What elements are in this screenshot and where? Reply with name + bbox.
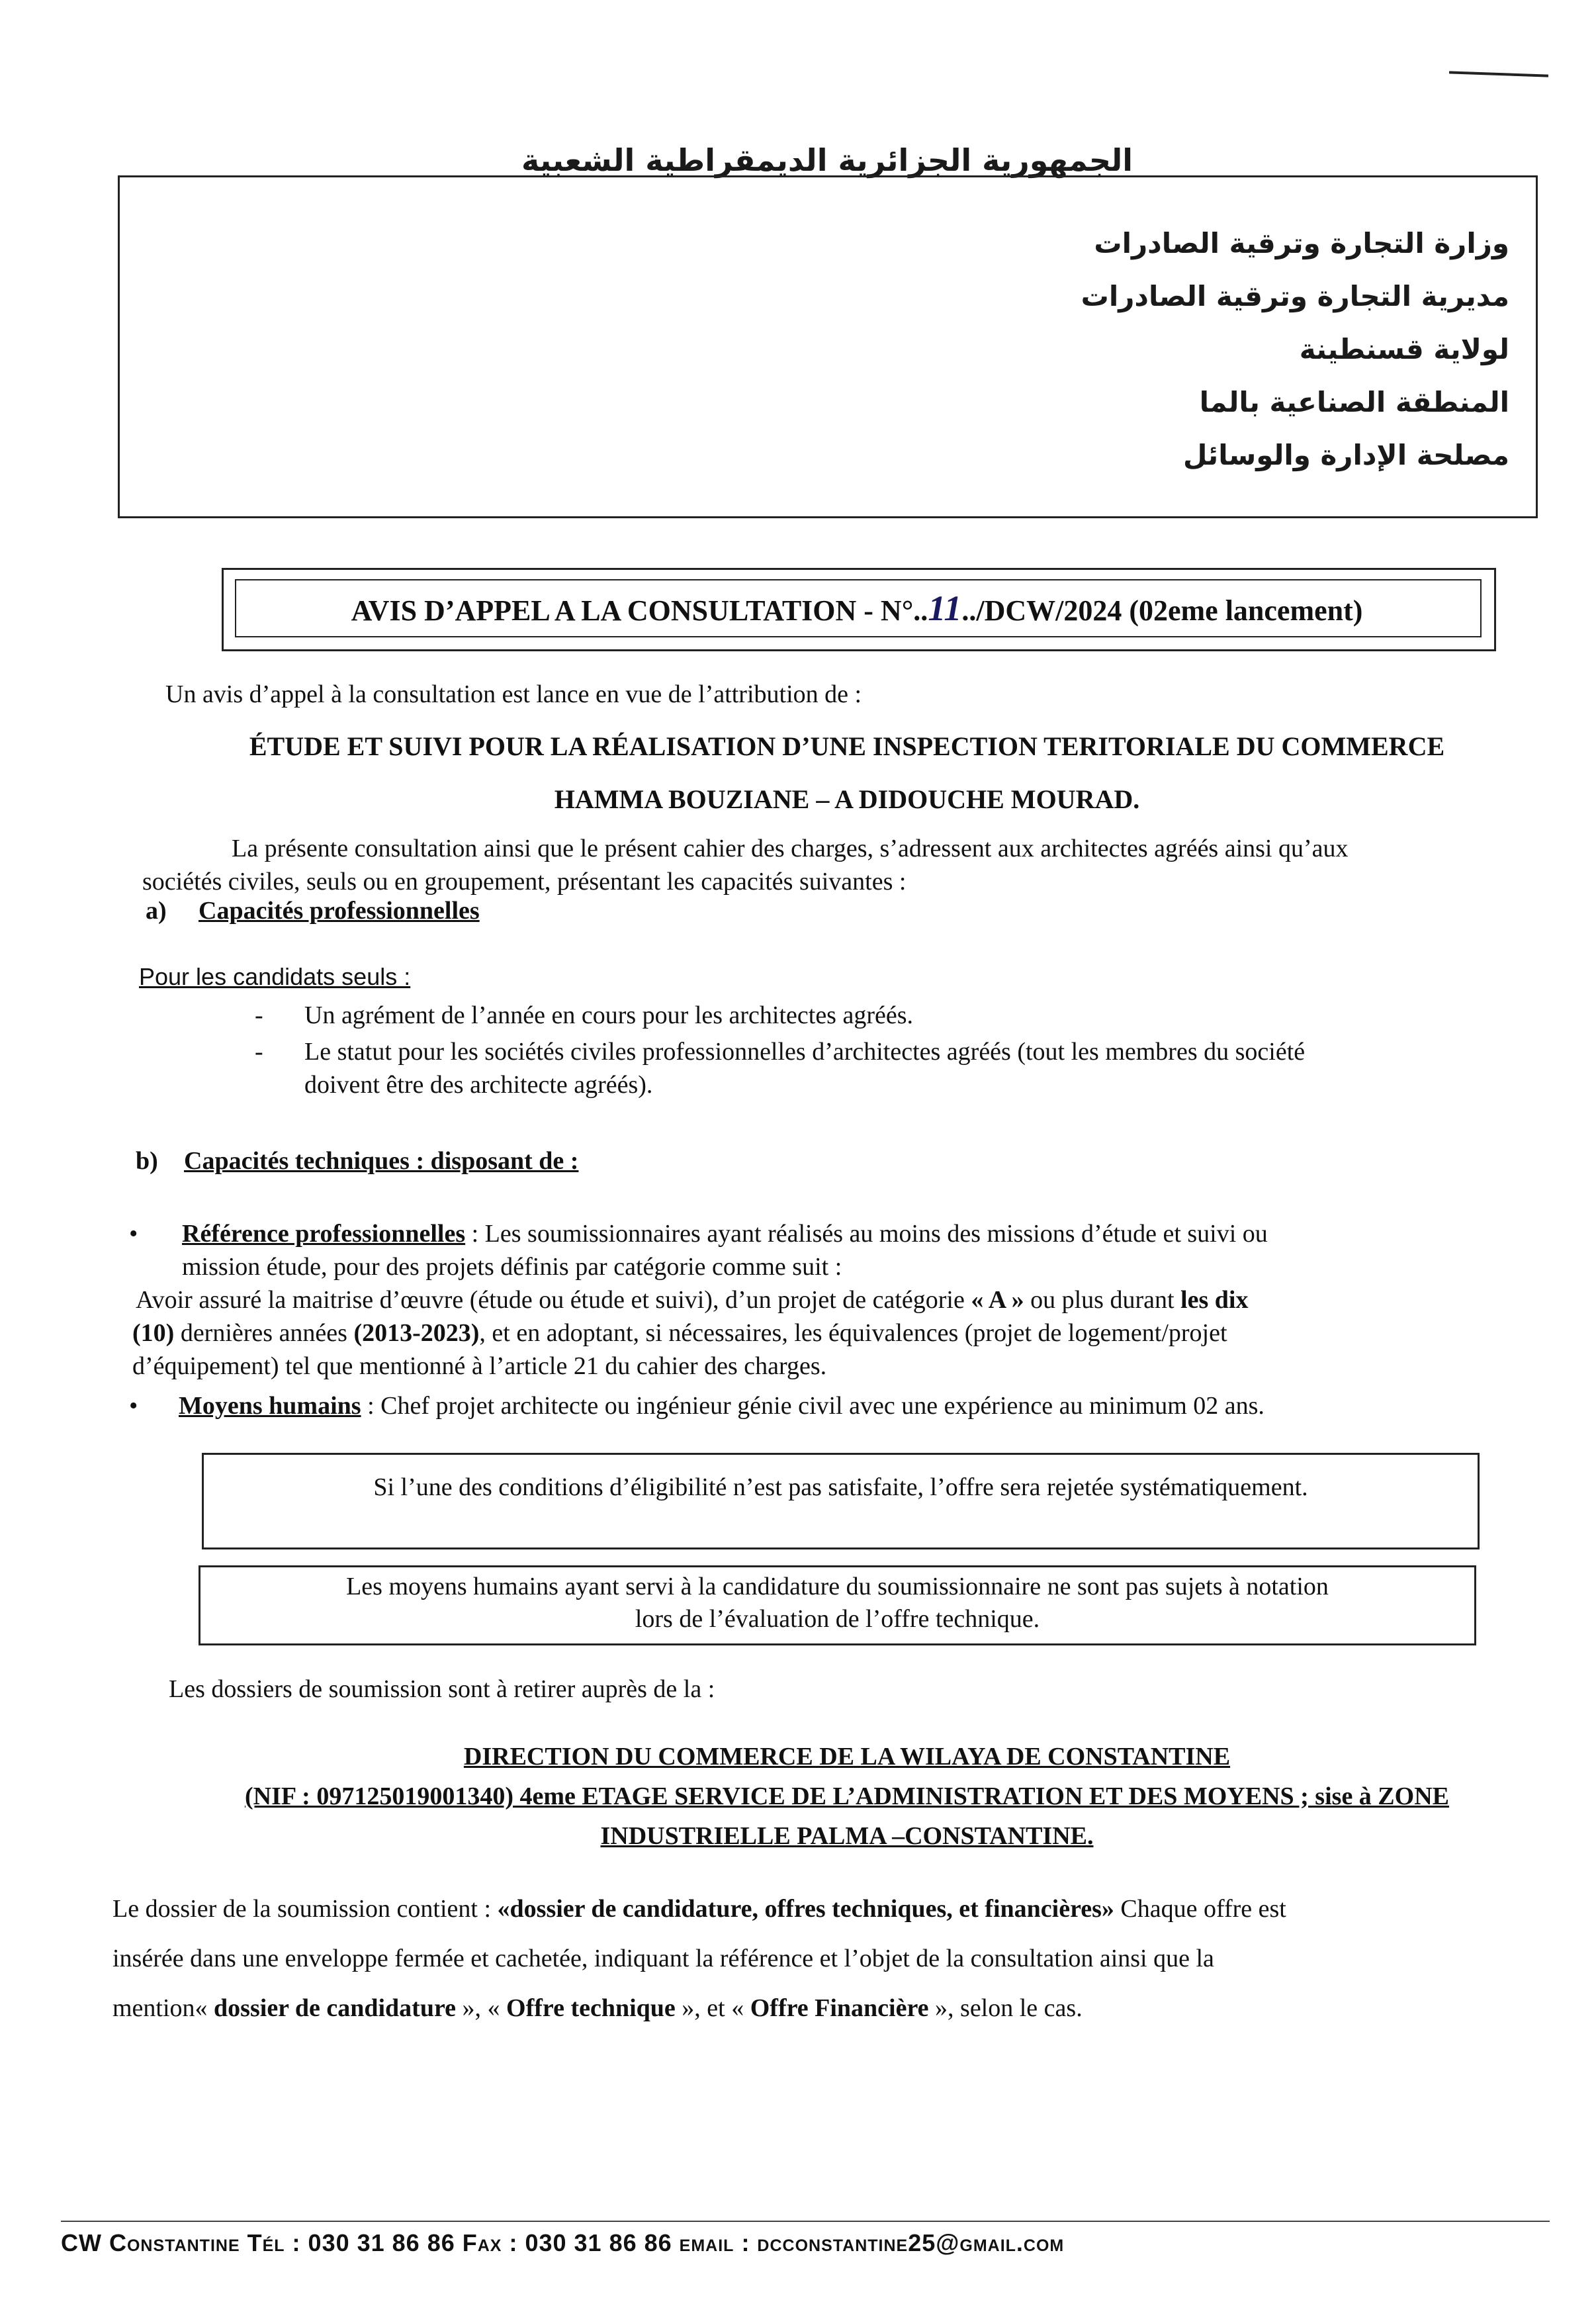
- reference-line-3: [136, 1284, 1248, 1316]
- corner-stroke: [1449, 71, 1548, 77]
- header-box: [118, 175, 1538, 518]
- dossier-text-1b: «dossier de candidature, offres techniques, et financières»: [497, 1895, 1114, 1923]
- section-b-marker: b): [136, 1147, 158, 1175]
- footer-contact: [61, 2229, 1583, 2257]
- reference-text-3a: Avoir assuré la maitrise d’œuvre (étude ou étude et suivi), d’un projet de catégorie: [136, 1286, 971, 1314]
- consultation-paragraph-line-2: sociétés civiles, seuls ou en groupement, présentant les capacités suivantes :: [142, 868, 907, 896]
- dossier-text-3e: », et «: [675, 1994, 750, 2022]
- dossier-text-3a: mention«: [112, 1994, 214, 2022]
- dossier-text-1c: Chaque offre est: [1114, 1895, 1286, 1923]
- reference-text-3b: ou plus durant: [1024, 1286, 1181, 1314]
- bullet-marker: •: [129, 1392, 138, 1420]
- reference-line-4: [132, 1317, 1227, 1350]
- dossier-line-3: [112, 1992, 1083, 2025]
- directorate-line: مديرية التجارة وترقية الصادرات: [1081, 280, 1509, 312]
- bullet-marker: •: [129, 1220, 138, 1248]
- notation-box: [199, 1565, 1476, 1645]
- years-range: (2013-2023): [353, 1319, 480, 1347]
- reference-label: Référence professionnelles: [182, 1220, 466, 1248]
- mention-technique: Offre technique: [506, 1994, 676, 2022]
- direction-line-3: INDUSTRIELLE PALMA –CONSTANTINE.: [600, 1822, 1094, 1850]
- reference-text-4b: , et en adoptant, si nécessaires, les équivalences (projet de logement/projet: [479, 1319, 1227, 1347]
- intro-text: Un avis d’appel à la consultation est lance en vue de l’attribution de :: [165, 680, 862, 708]
- notation-text-1: Les moyens humains ayant servi à la candidature du soumissionnaire ne sont pas sujets à notation: [346, 1573, 1329, 1600]
- item-statut: Le statut pour les sociétés civiles professionnelles d’architectes agréés (tout les membres du société: [304, 1038, 1306, 1066]
- moyens-humains-line: [179, 1390, 1264, 1422]
- reference-line-5: d’équipement) tel que mentionné à l’article 21 du cahier des charges.: [132, 1352, 827, 1380]
- notation-text-2: lors de l’évaluation de l’offre technique.: [635, 1605, 1040, 1634]
- consultation-title: [235, 588, 1479, 629]
- item-agrement: Un agrément de l’année en cours pour les architectes agréés.: [304, 1001, 914, 1029]
- republic-title: الجمهورية الجزائرية الديمقراطية الشعبية: [521, 142, 1133, 178]
- eligibility-text: Si l’une des conditions d’éligibilité n’est pas satisfaite, l’offre sera rejetée systématiquement.: [373, 1473, 1308, 1501]
- dossier-text-3g: », selon le cas.: [928, 1994, 1083, 2022]
- ten-number: (10): [132, 1319, 175, 1347]
- item-statut-cont: doivent être des architecte agréés).: [304, 1071, 653, 1099]
- service-line: مصلحة الإدارة والوسائل: [1182, 439, 1509, 471]
- wilaya-line: لولاية قسنطينة: [1299, 333, 1509, 365]
- footer-text: CW Constantine Tél : 030 31 86 86 Fax : 030 31 86 86 email : dcconstantine25@gmail.com: [61, 2229, 1065, 2256]
- reference-text-4a: dernières années: [174, 1319, 354, 1347]
- reference-line-1: [182, 1218, 1268, 1250]
- retrieve-text: Les dossiers de soumission sont à retirer auprès de la :: [169, 1675, 715, 1703]
- dossier-text-1a: Le dossier de la soumission contient :: [112, 1895, 498, 1923]
- direction-line-1: DIRECTION DU COMMERCE DE LA WILAYA DE CONSTANTINE: [463, 1743, 1231, 1771]
- reference-text-1: : Les soumissionnaires ayant réalisés au moins des missions d’étude et suivi ou: [465, 1220, 1268, 1248]
- ministry-line: وزارة التجارة وترقية الصادرات: [1094, 227, 1509, 259]
- handwritten-number: 11: [928, 588, 962, 628]
- title-suffix: ../DCW/2024 (02eme lancement): [961, 594, 1363, 627]
- direction-line-2: (NIF : 097125019001340) 4eme ETAGE SERVICE DE L’ADMINISTRATION ET DES MOYENS ; sise à ZONE: [244, 1782, 1449, 1810]
- category-a: « A »: [971, 1286, 1024, 1314]
- mention-financiere: Offre Financière: [750, 1994, 929, 2022]
- dossier-line-2: insérée dans une enveloppe fermée et cachetée, indiquant la référence et l’objet de la consultation ainsi que la: [112, 1945, 1214, 1972]
- moyens-label: Moyens humains: [179, 1392, 361, 1420]
- title-prefix: AVIS D’APPEL A LA CONSULTATION - N°..: [351, 594, 928, 627]
- dossier-line-1: [112, 1893, 1286, 1925]
- object-line-2: HAMMA BOUZIANE – A DIDOUCHE MOURAD.: [554, 784, 1140, 814]
- section-b-title: Capacités techniques : disposant de :: [184, 1147, 579, 1175]
- object-line-1: ÉTUDE ET SUIVI POUR LA RÉALISATION D’UNE INSPECTION TERITORIALE DU COMMERCE: [249, 731, 1445, 761]
- dash-marker: -: [255, 1001, 263, 1029]
- eligibility-box: [202, 1453, 1480, 1549]
- section-a-title: Capacités professionnelles: [199, 897, 480, 925]
- section-a-subtitle: Pour les candidats seuls :: [139, 963, 411, 990]
- dossier-text-3c: », «: [456, 1994, 507, 2022]
- mention-candidature: dossier de candidature: [214, 1994, 457, 2022]
- reference-line-2: mission étude, pour des projets définis par catégorie comme suit :: [182, 1253, 842, 1281]
- zone-line: المنطقة الصناعية بالما: [1199, 386, 1509, 418]
- consultation-paragraph-line-1: La présente consultation ainsi que le présent cahier des charges, s’adressent aux architectes agréés ainsi qu’aux: [232, 835, 1349, 862]
- dash-marker: -: [255, 1038, 263, 1066]
- ten-years-label: les dix: [1180, 1286, 1249, 1314]
- footer-divider: [61, 2221, 1550, 2222]
- section-a-marker: a): [146, 897, 167, 925]
- moyens-text: : Chef projet architecte ou ingénieur génie civil avec une expérience au minimum 02 ans.: [361, 1392, 1264, 1420]
